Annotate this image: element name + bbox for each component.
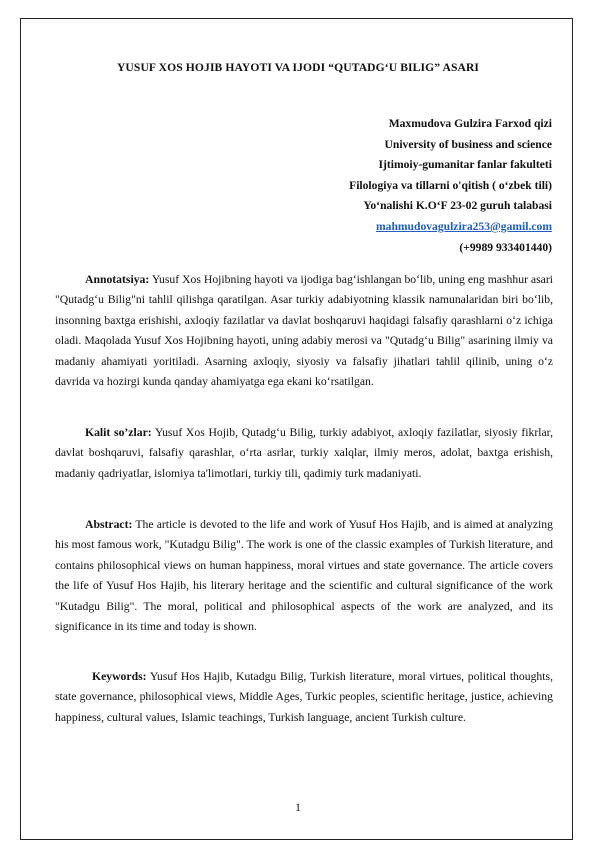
author-department: Filologiya va tillarni o'qitish ( o‘zbek tili) <box>349 178 552 192</box>
author-phone: (+9989 933401440) <box>459 240 552 254</box>
annotation-paragraph <box>55 270 553 392</box>
keywords-uz-paragraph <box>55 423 553 484</box>
author-university: University of business and science <box>384 137 552 151</box>
abstract-paragraph <box>55 515 553 637</box>
annotation-text: Yusuf Xos Hojibning hayoti va ijodiga bag‘ishlangan bo‘lib, uning eng mashhur asari "Qutadg‘u Bilig"ni tahlil qilishga qaratilgan. Asar turkiy adabiyotning klassik namunalaridan biri bo‘lib, insonning baxtga erishishi, axloqiy fazilatlar va davlat boshqaruvi haqidagi falsafiy qarashlarni o‘z ichiga oladi. Maqolada Yusuf Xos Hojibning hayoti, uning adabiy merosi va "Qutadg‘u Bilig" asarining ilmiy va madaniy ahamiyati yoritiladi. Asarning axloqiy, siyosiy va falsafiy jihatlari tahlil qilinib, uning o‘z davrida va hozirgi kunda qanday ahamiyatga ega ekani ko‘rsatilgan. <box>55 273 553 389</box>
paper-title: YUSUF XOS HOJIB HAYOTI VA IJODI “QUTADG‘U BILIG” ASARI <box>116 61 480 74</box>
abstract-label: Abstract: <box>85 518 133 531</box>
abstract-text: The article is devoted to the life and work of Yusuf Hos Hajib, and is aimed at analyzing his most famous work, "Kutadgu Bilig". The work is one of the classic examples of Turkish literature, and contains philosophical views on human happiness, moral virtues and state governance. The article covers the life of Yusuf Hos Hajib, his literary heritage and the scientific and cultural significance of the work "Kutadgu Bilig". The moral, political and philosophical aspects of the work are analyzed, and its significance in its time and today is shown. <box>55 518 553 634</box>
keywords-uz-text: Yusuf Xos Hojib, Qutadg‘u Bilig, turkiy adabiyot, axloqiy fazilatlar, siyosiy fikrlar, davlat boshqaruvi, falsafiy qarashlar, o‘rta asrlar, turkiy xalqlar, ilmiy meros, adolat, baxtga erishish, madaniy qadriyatlar, islomiya ta'limotlari, turkiy tili, qadimiy turk madaniyati. <box>55 426 553 480</box>
annotation-label: Annotatsiya: <box>85 273 150 286</box>
keywords-en-label: Keywords: <box>92 670 147 683</box>
author-block <box>349 114 552 258</box>
keywords-en-text: Yusuf Hos Hajib, Kutadgu Bilig, Turkish literature, moral virtues, political thoughts, state governance, philosophical views, Middle Ages, Turkic peoples, scientific heritage, justice, achieving happiness, cultural values, Islamic teachings, Turkish language, ancient Turkish culture. <box>55 670 553 724</box>
author-group: Yo‘nalishi K.O‘F 23-02 guruh talabasi <box>363 199 552 213</box>
author-faculty: Ijtimoiy-gumanitar fanlar fakulteti <box>378 158 552 172</box>
page-number: 1 <box>295 801 301 814</box>
author-name: Maxmudova Gulzira Farxod qizi <box>388 117 552 130</box>
keywords-uz-label: Kalit so’zlar: <box>85 426 152 439</box>
keywords-en-paragraph <box>55 667 553 728</box>
author-email-link[interactable]: mahmudovagulzira253@gamil.com <box>376 219 552 233</box>
